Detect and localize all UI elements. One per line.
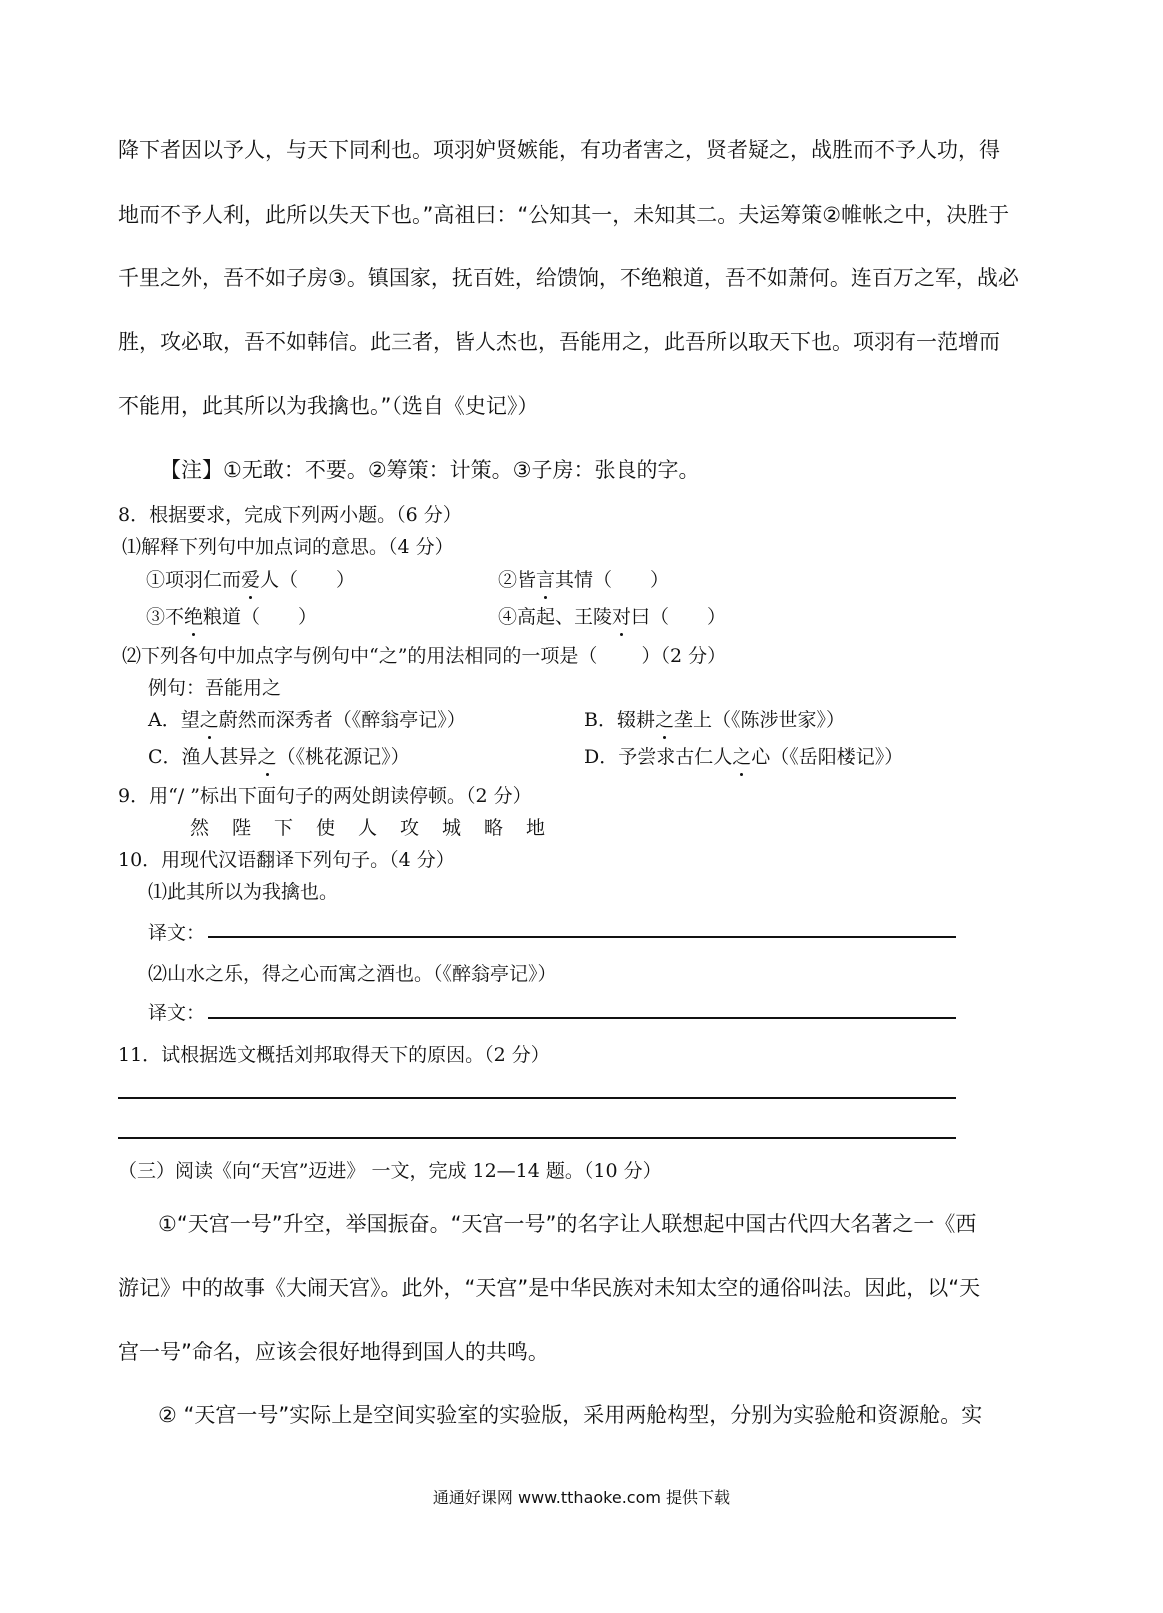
q10-sentence-2: ⑵山水之乐，得之心而寓之酒也。（《醉翁亭记》）	[148, 963, 557, 985]
q8-option-c-post: （《桃花源记》）	[276, 746, 410, 768]
q8-option-a-pre: A．望	[148, 709, 200, 731]
passage-line-5: 不能用，此其所以为我擒也。”（选自《史记》）	[118, 394, 539, 418]
q8-option-b-dotted: 之	[655, 705, 674, 732]
q8-item-4-dotted: 对	[612, 602, 631, 629]
q9-char: 然	[190, 817, 210, 839]
q8-option-c	[148, 742, 410, 769]
section3-title: （三）阅读《向“天宫”迈进》 一文，完成 12—14 题。（10 分）	[118, 1160, 662, 1182]
q8-option-d-dotted: 之	[732, 742, 751, 769]
q11-answer-line-1[interactable]	[118, 1097, 956, 1099]
passage-line-3: 千里之外，吾不如子房③。镇国家，抚百姓，给馈饷，不绝粮道，吾不如萧何。连百万之军，战必	[118, 266, 1019, 290]
q8-item-1-dotted: 爱	[241, 565, 260, 592]
page-footer: 通通好课网 www.tthaoke.com 提供下载	[432, 1488, 731, 1507]
q10-answer-line-1[interactable]	[208, 936, 956, 938]
q8-item-1	[146, 565, 355, 592]
q10-title: 10．用现代汉语翻译下列句子。（4 分）	[118, 849, 455, 871]
q8-option-d	[584, 742, 903, 769]
q8-item-3-pre: ③不	[146, 606, 185, 628]
q8-option-d-pre: D．予尝求古仁人	[584, 746, 733, 768]
q8-example: 例句：吾能用之	[148, 677, 282, 699]
passage-note: 【注】①无敢：不要。②筹策：计策。③子房：张良的字。	[160, 458, 700, 482]
q8-item-2-post: 其情（ ）	[555, 569, 670, 591]
passage-line-1: 降下者因以予人，与天下同利也。项羽妒贤嫉能，有功者害之，贤者疑之，战胜而不予人功，得	[118, 138, 1000, 162]
q10-sentence-1: ⑴此其所以为我擒也。	[148, 881, 339, 903]
q9-char: 陛	[232, 817, 252, 839]
q9-char: 人	[358, 817, 378, 839]
q8-item-4	[498, 602, 726, 629]
q8-sub2: ⑵下列各句中加点字与例句中“之”的用法相同的一项是（ ）（2 分）	[122, 645, 727, 667]
q8-sub1: ⑴解释下列句中加点词的意思。（4 分）	[122, 536, 454, 558]
q8-item-2-dotted: 言	[536, 565, 555, 592]
q9-title: 9．用“/ ”标出下面句子的两处朗读停顿。（2 分）	[118, 785, 532, 807]
q8-title: 8．根据要求，完成下列两小题。（6 分）	[118, 504, 462, 526]
q8-option-d-post: 心（《岳阳楼记》）	[751, 746, 904, 768]
q10-answer-label-2: 译文：	[148, 1002, 206, 1024]
q9-char: 攻	[400, 817, 420, 839]
q9-char: 略	[484, 817, 504, 839]
q8-item-2	[498, 565, 669, 592]
q11-answer-line-2[interactable]	[118, 1137, 956, 1139]
q8-item-3-dotted: 绝	[184, 602, 203, 629]
q8-option-a-post: 蔚然而深秀者（《醉翁亭记》）	[218, 709, 466, 731]
q11-title: 11．试根据选文概括刘邦取得天下的原因。（2 分）	[118, 1044, 550, 1066]
section3-p1-line-3: 宫一号”命名，应该会很好地得到国人的共鸣。	[118, 1340, 549, 1364]
q8-item-1-pre: ①项羽仁而	[146, 569, 242, 591]
q9-char: 下	[274, 817, 294, 839]
q10-answer-label-1: 译文：	[148, 922, 206, 944]
q9-sentence	[190, 813, 568, 840]
q8-item-3-post: 粮道（ ）	[203, 606, 318, 628]
q8-option-c-dotted: 之	[258, 742, 277, 769]
q8-option-a	[148, 705, 466, 732]
q8-item-2-pre: ②皆	[498, 569, 537, 591]
section3-p1-line-1: ①“天宫一号”升空，举国振奋。“天宫一号”的名字让人联想起中国古代四大名著之一《西	[158, 1212, 977, 1236]
q8-option-a-dotted: 之	[200, 705, 219, 732]
q8-item-1-post: 人（ ）	[260, 569, 356, 591]
q8-option-c-pre: C．渔人甚异	[148, 746, 258, 768]
q9-char: 地	[526, 817, 546, 839]
q8-item-4-post: 曰（ ）	[631, 606, 727, 628]
section3-p1-line-2: 游记》中的故事《大闹天宫》。此外，“天宫”是中华民族对未知太空的通俗叫法。因此，以“天	[118, 1276, 981, 1300]
q8-item-3	[146, 602, 317, 629]
section3-p2-line-1: ② “天宫一号”实际上是空间实验室的实验版，采用两舱构型，分别为实验舱和资源舱。实	[158, 1403, 983, 1427]
q8-option-b	[584, 705, 845, 732]
q8-option-b-pre: B．辍耕	[584, 709, 655, 731]
q9-char: 城	[442, 817, 462, 839]
passage-line-4: 胜，攻必取，吾不如韩信。此三者，皆人杰也，吾能用之，此吾所以取天下也。项羽有一范增而	[118, 330, 1000, 354]
q9-char: 使	[316, 817, 336, 839]
passage-line-2: 地而不予人利，此所以失天下也。”高祖曰：“公知其一，未知其二。夫运筹策②帷帐之中，决胜于	[118, 203, 1010, 227]
q8-option-b-post: 垄上（《陈涉世家》）	[673, 709, 845, 731]
q10-answer-line-2[interactable]	[208, 1017, 956, 1019]
q8-item-4-pre: ④高起、王陵	[498, 606, 613, 628]
